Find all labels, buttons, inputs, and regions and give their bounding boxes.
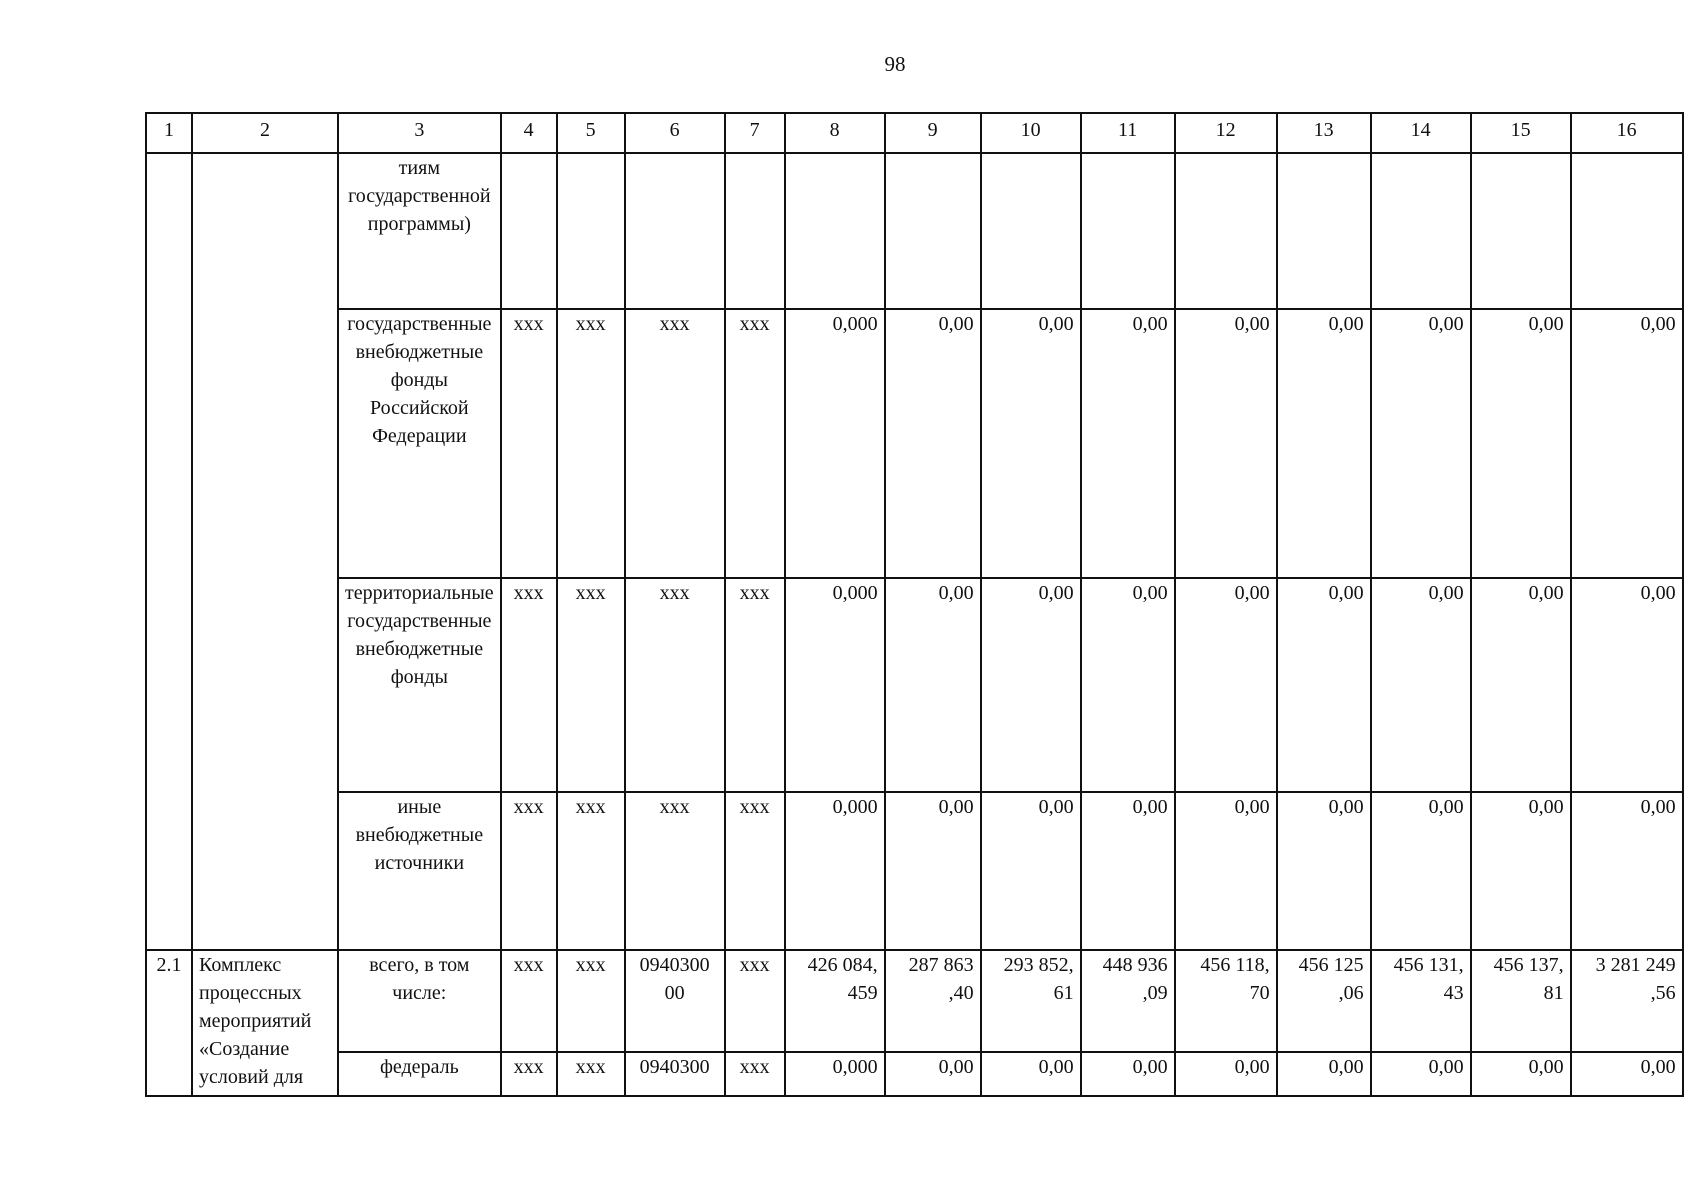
value-cell: 0,00 (1081, 309, 1175, 578)
table-cell (885, 153, 981, 309)
table-row (146, 153, 1683, 309)
value-cell: 0,00 (1081, 1052, 1175, 1096)
table-cell: ххх (557, 309, 625, 578)
column-header: 10 (981, 113, 1081, 153)
value-cell: 0,00 (1277, 578, 1371, 792)
column-header: 7 (725, 113, 785, 153)
column-header: 8 (785, 113, 885, 153)
table-cell: ххх (625, 309, 725, 578)
value-cell: 0,00 (1571, 1052, 1683, 1096)
column-header: 5 (557, 113, 625, 153)
value-cell: 0,00 (1471, 1052, 1571, 1096)
table-row (146, 309, 1683, 578)
table-cell: ххх (725, 1052, 785, 1096)
value-cell: 0,00 (1371, 578, 1471, 792)
table-cell: ххх (501, 950, 557, 1052)
value-cell: 426 084, 459 (785, 950, 885, 1052)
value-cell: 0,00 (1471, 309, 1571, 578)
code-cell: 0940300 (625, 1052, 725, 1096)
value-cell: 293 852, 61 (981, 950, 1081, 1052)
funding-source-cell: тиям государственной программы) (338, 153, 501, 309)
table-cell: ххх (557, 950, 625, 1052)
row-number-cell: 2.1 (146, 950, 192, 1096)
value-cell: 0,00 (981, 578, 1081, 792)
column-header: 6 (625, 113, 725, 153)
table-cell: ххх (557, 578, 625, 792)
value-cell: 287 863 ,40 (885, 950, 981, 1052)
value-cell: 0,00 (1471, 792, 1571, 950)
value-cell: 0,00 (1371, 792, 1471, 950)
table-cell (557, 153, 625, 309)
table-cell (725, 153, 785, 309)
value-cell: 0,000 (785, 578, 885, 792)
column-header: 2 (192, 113, 338, 153)
value-cell: 0,00 (1081, 578, 1175, 792)
value-cell: 456 131, 43 (1371, 950, 1471, 1052)
value-cell: 0,00 (1371, 1052, 1471, 1096)
table-row (146, 578, 1683, 792)
value-cell: 0,00 (1571, 309, 1683, 578)
table-cell: ххх (557, 1052, 625, 1096)
value-cell: 0,00 (1371, 309, 1471, 578)
event-name-cell (192, 153, 338, 950)
table-cell: ххх (501, 309, 557, 578)
table-cell: ххх (725, 578, 785, 792)
value-cell: 0,00 (1277, 792, 1371, 950)
code-cell: 0940300 00 (625, 950, 725, 1052)
value-cell: 0,00 (1571, 578, 1683, 792)
value-cell: 0,00 (885, 578, 981, 792)
table-cell (1175, 153, 1277, 309)
value-cell: 0,000 (785, 1052, 885, 1096)
table-cell: ххх (501, 1052, 557, 1096)
table-cell: ххх (725, 950, 785, 1052)
funding-source-cell: федераль (338, 1052, 501, 1096)
column-header: 15 (1471, 113, 1571, 153)
table-cell: ххх (625, 578, 725, 792)
table-cell: ххх (725, 792, 785, 950)
table-cell: ххх (557, 792, 625, 950)
value-cell: 0,00 (1277, 309, 1371, 578)
value-cell: 0,00 (885, 1052, 981, 1096)
table-cell (625, 153, 725, 309)
value-cell: 456 137, 81 (1471, 950, 1571, 1052)
value-cell: 0,000 (785, 309, 885, 578)
table-cell (1471, 153, 1571, 309)
value-cell: 0,00 (1175, 1052, 1277, 1096)
funding-source-cell: всего, в том числе: (338, 950, 501, 1052)
value-cell: 456 118, 70 (1175, 950, 1277, 1052)
value-cell: 0,000 (785, 792, 885, 950)
value-cell: 0,00 (1571, 792, 1683, 950)
value-cell: 0,00 (1277, 1052, 1371, 1096)
table-cell: ххх (725, 309, 785, 578)
table-cell (501, 153, 557, 309)
column-number-row (146, 113, 1683, 153)
table-row (146, 1052, 1683, 1096)
budget-table (145, 112, 1684, 1097)
table-row (146, 792, 1683, 950)
table-cell: ххх (501, 578, 557, 792)
value-cell: 0,00 (981, 309, 1081, 578)
value-cell: 0,00 (981, 792, 1081, 950)
table-row (146, 950, 1683, 1052)
value-cell: 0,00 (1081, 792, 1175, 950)
table-cell (1371, 153, 1471, 309)
table-cell (785, 153, 885, 309)
value-cell: 3 281 249 ,56 (1571, 950, 1683, 1052)
value-cell: 0,00 (1175, 578, 1277, 792)
column-header: 11 (1081, 113, 1175, 153)
table-cell: ххх (501, 792, 557, 950)
value-cell: 0,00 (1471, 578, 1571, 792)
table-cell (981, 153, 1081, 309)
column-header: 14 (1371, 113, 1471, 153)
value-cell: 0,00 (1175, 792, 1277, 950)
column-header: 9 (885, 113, 981, 153)
column-header: 13 (1277, 113, 1371, 153)
row-number-cell (146, 153, 192, 950)
page-number: 98 (884, 52, 906, 76)
table-cell (1277, 153, 1371, 309)
value-cell: 0,00 (1175, 309, 1277, 578)
funding-source-cell: иные внебюджетные источники (338, 792, 501, 950)
event-name-cell: Комплекс процессных мероприятий «Создание условий для (192, 950, 338, 1096)
value-cell: 456 125 ,06 (1277, 950, 1371, 1052)
funding-source-cell: государственные внебюджетные фонды Российской Федерации (338, 309, 501, 578)
value-cell: 0,00 (981, 1052, 1081, 1096)
column-header: 16 (1571, 113, 1683, 153)
table-cell: ххх (625, 792, 725, 950)
column-header: 1 (146, 113, 192, 153)
table-cell (1571, 153, 1683, 309)
table-cell (1081, 153, 1175, 309)
funding-source-cell: территориальные государственные внебюджетные фонды (338, 578, 501, 792)
value-cell: 448 936 ,09 (1081, 950, 1175, 1052)
value-cell: 0,00 (885, 309, 981, 578)
column-header: 3 (338, 113, 501, 153)
value-cell: 0,00 (885, 792, 981, 950)
column-header: 12 (1175, 113, 1277, 153)
column-header: 4 (501, 113, 557, 153)
